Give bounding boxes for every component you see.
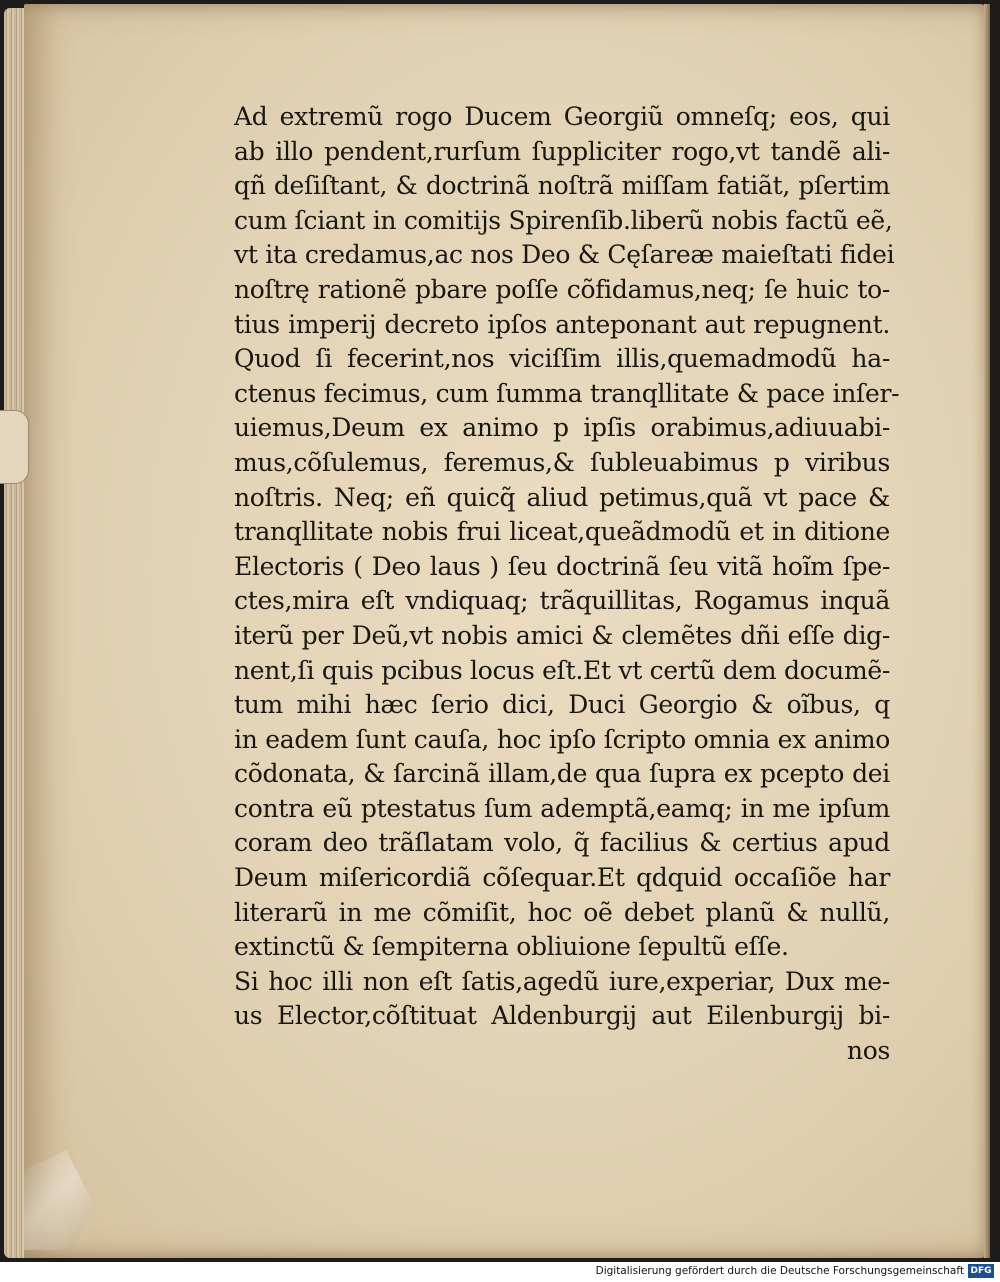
text-line: Si hoc illi non eſt ſatis,agedũ iure,experiar, Dux me-	[234, 966, 890, 996]
catchword: nos	[846, 1036, 890, 1066]
text-line: coram deo trãſlatam volo, q̃ facilius & certius apud	[234, 828, 890, 858]
text-line: Quod ſi fecerint,nos viciſſim illis,quemadmodũ ha-	[234, 344, 890, 374]
text-line: tius imperij decreto ipſos anteponant aut repugnent.	[234, 309, 890, 339]
text-line: literarũ in me cõmiſit, hoc oẽ debet planũ & nullũ,	[234, 897, 890, 927]
text-line: in eadem ſunt cauſa, hoc ipſo ſcripto omnia ex animo	[234, 724, 890, 754]
page-tab-flap	[0, 410, 29, 484]
body-text	[234, 100, 900, 1069]
text-line: Electoris ( Deo laus ) ſeu doctrinã ſeu vitã hoĩm ſpe-	[234, 551, 890, 581]
text-line: tum mihi hæc ſerio dici, Duci Georgio & oĩbus, q	[234, 690, 890, 720]
text-line: ctes,mira eſt vndiquaq; trãquillitas, Rogamus inquã	[234, 586, 890, 616]
text-line: qñ deſiſtant, & doctrinã noſtrã miſſam fatiãt, pſertim	[234, 171, 890, 201]
text-line: cum ſciant in comitijs Spirenſib.liberũ nobis factũ eẽ,	[234, 205, 893, 235]
text-line: ctenus fecimus, cum ſumma tranqllitate & pace inſer-	[234, 378, 900, 408]
footer-credit: Digitalisierung gefördert durch die Deutsche Forschungsgemeinschaft	[595, 1265, 964, 1277]
dfg-logo: DFG	[968, 1264, 994, 1278]
text-line: ab illo pendent,rurſum ſuppliciter rogo,vt tandẽ ali-	[234, 136, 890, 166]
page-right-edge	[984, 4, 990, 1258]
text-line: contra eũ ptestatus ſum ademptã,eamq; in me ipſum	[234, 793, 890, 823]
text-line: extinctũ & ſempiterna obliuione ſepultũ eſſe.	[234, 932, 789, 962]
text-line: noſtrę rationẽ pbare poſſe cõfidamus,neq; ſe huic to-	[234, 274, 890, 304]
text-line: iterũ per Deũ,vt nobis amici & clemẽtes dñi eſſe dig-	[234, 620, 890, 650]
text-line: mus,cõſulemus, feremus,& ſubleuabimus p viribus	[234, 447, 890, 477]
text-line: cõdonata, & ſarcinã illam,de qua ſupra ex pcepto dei	[234, 759, 890, 789]
text-line: uiemus,Deum ex animo p ipſis orabimus,adiuuabi-	[234, 413, 890, 443]
text-line: vt ita credamus,ac nos Deo & Cęſareæ maieſtati fidei	[234, 240, 895, 270]
text-line: Ad extremũ rogo Ducem Georgiũ omneſq; eos, qui	[234, 102, 890, 131]
text-line: noſtris. Neq; eñ quicq̃ aliud petimus,quã vt pace &	[234, 482, 890, 512]
text-line: Deum miſericordiã cõſequar.Et qdquid occaſiõe har	[234, 863, 890, 893]
text-line: tranqllitate nobis frui liceat,queãdmodũ et in ditione	[234, 517, 890, 547]
text-line: nent,ſi quis pcibus locus eſt.Et vt certũ dem documẽ-	[234, 655, 890, 685]
text-line: us Elector,cõſtituat Aldenburgij aut Eilenburgij bi-	[234, 1001, 890, 1031]
